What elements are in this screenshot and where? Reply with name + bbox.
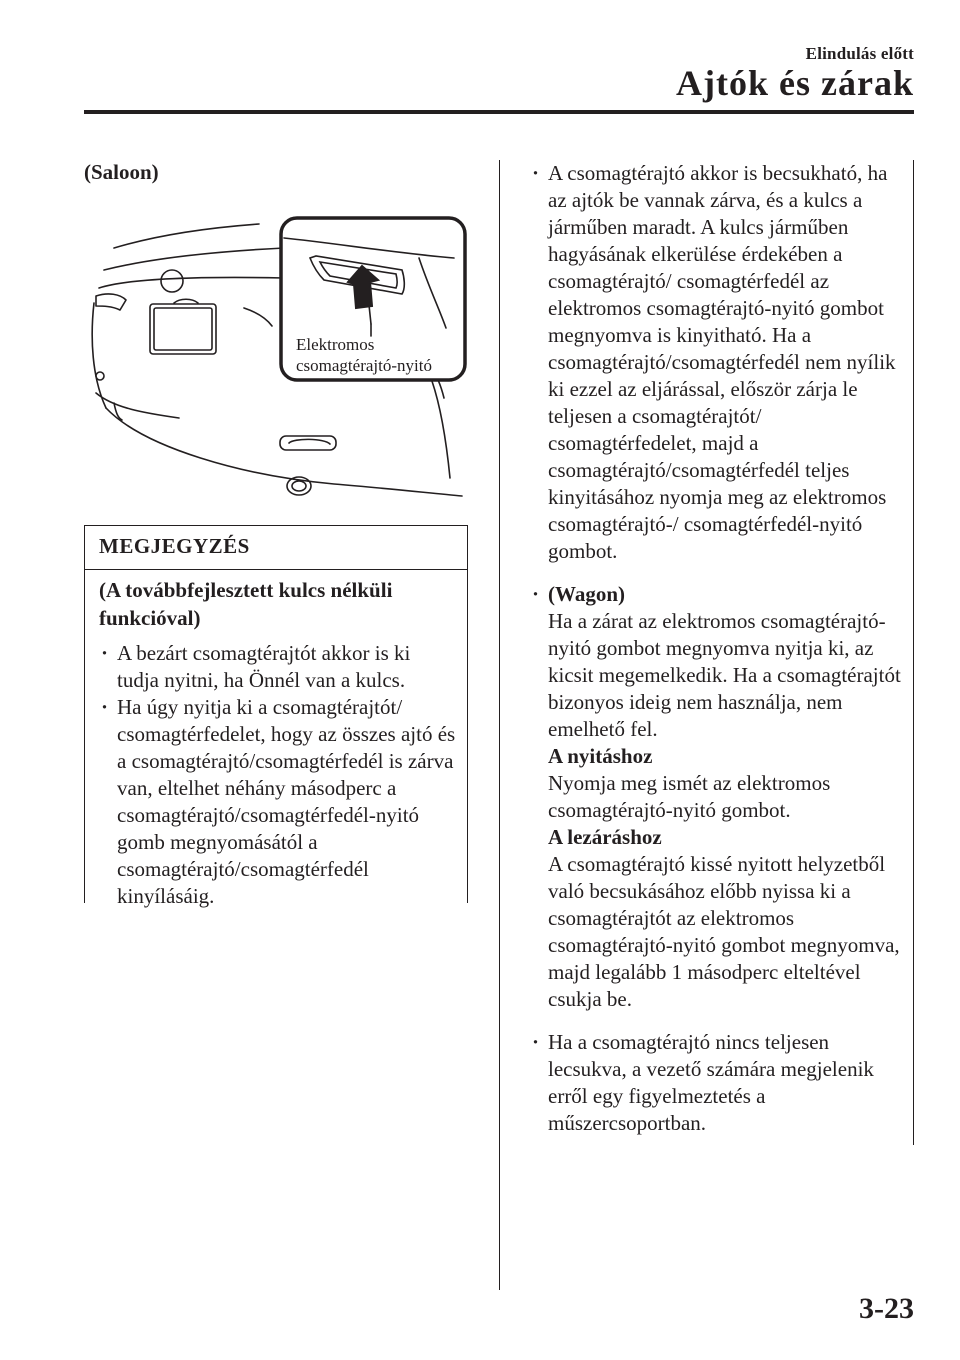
note-box (84, 525, 468, 908)
wagon-label: · (Wagon) (548, 582, 626, 606)
wagon-text: Ha a zárat az elektromos csomagtérajtó-nyitó gombot megnyomva nyitja ki, az kicsit megemelkedik. Ha a csomagtérajtót bizonyos ideig nem használja, nem emelhető fel. (548, 609, 901, 741)
car-rear-illustration (84, 208, 468, 508)
header-rule (84, 110, 914, 114)
wagon-item (530, 581, 903, 1013)
note-heading: MEGJEGYZÉS (85, 526, 467, 570)
column-divider (499, 160, 500, 1290)
note-body (85, 570, 467, 910)
right-column (530, 160, 914, 1145)
page-number: 3-23 (859, 1292, 914, 1325)
close-text: A csomagtérajtó kissé nyitott helyzetből való becsukásához előbb nyissa ki a csomagtérajtót az elektromos csomagtérajtó-nyitó gombot megnyomva, majd legalább 1 másodperc elteltével csukja be. (548, 852, 900, 1011)
callout-label-line1: Elektromos (296, 335, 375, 354)
note-bullet-1: · A bezárt csomagtérajtót akkor is ki tudja nyitni, ha Önnél van a kulcs. (99, 640, 457, 694)
note-subheading: (A továbbfejlesztett kulcs nélküli funkcióval) (99, 578, 393, 630)
open-heading: A nyitáshoz (548, 744, 653, 768)
callout-label-line2: csomagtérajtó-nyitó (296, 356, 432, 375)
list-item: · A csomagtérajtó akkor is becsukható, ha az ajtók be vannak zárva, és a kulcs a járműben maradt. A kulcs járműben hagyásának elkerülése érdekében a csomagtérajtó/ csomagtérfedél az elektromos csomagtérajtó-nyitó gombot megnyomva is kinyitható. Ha a csomagtérajtó/csomagtérfedél nem nyílik ki ezzel az eljárással, először zárja le teljesen a csomagtérajtót/ csomagtérfedelet, majd a csomagtérajtó/csomagtérfedél teljes kinyitásához nyomja meg az elektromos csomagtérajtó-/ csomagtérfedél-nyitó gombot. (530, 160, 903, 565)
chapter-label: Elindulás előtt (805, 44, 914, 63)
note-bullet-2: · Ha úgy nyitja ki a csomagtérajtót/ csomagtérfedelet, hogy az összes ajtó és a csomagtérajtó/csomagtérfedél is zárva van, eltelhet néhány másodperc a csomagtérajtó/csomagtérfedél-nyitó gomb megnyomásától a csomagtérajtó/csomagtérfedél kinyílásáig. (99, 694, 457, 910)
list-item: · Ha a csomagtérajtó nincs teljesen lecsukva, a vezető számára megjelenik erről egy figyelmeztetés a műszercsoportban. (530, 1029, 903, 1137)
saloon-label: (Saloon) (84, 160, 159, 184)
page-title: Ajtók és zárak (676, 63, 914, 103)
close-heading: A lezáráshoz (548, 825, 662, 849)
open-text: Nyomja meg ismét az elektromos csomagtérajtó-nyitó gombot. (548, 771, 831, 822)
